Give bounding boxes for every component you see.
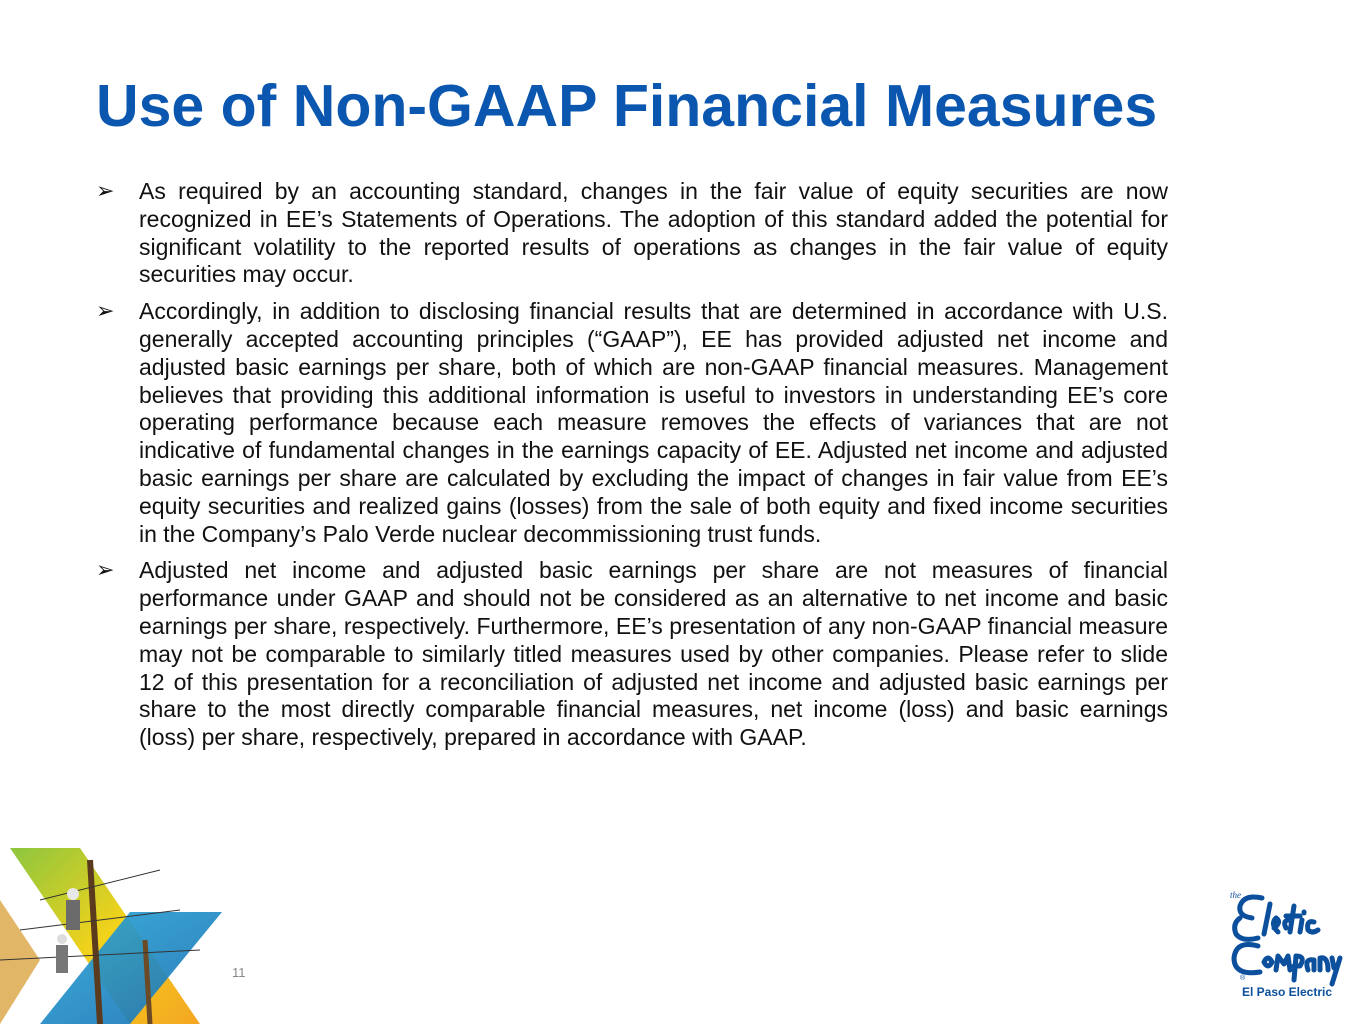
bullet-item <box>96 298 1168 548</box>
bullet-text: Accordingly, in addition to disclosing financial results that are determined in accordance with U.S. generally accepted accounting principles (“GAAP”), EE has provided adjusted net income and adjusted basic earnings per share, both of which are non-GAAP financial measures. Management believes that providing this additional information is useful to investors in understanding EE’s core operating performance because each measure removes the effects of variances that are not indicative of fundamental changes in the earnings capacity of EE. Adjusted net income and adjusted basic earnings per share are calculated by excluding the impact of changes in fair value from EE’s equity securities and realized gains (losses) from the sale of both equity and fixed income securities in the Company’s Palo Verde nuclear decommissioning trust funds. <box>139 298 1168 547</box>
page-number: 11 <box>232 965 246 980</box>
slide-title: Use of Non-GAAP Financial Measures <box>96 73 1158 139</box>
arrow-bullet-icon: ➢ <box>96 299 115 325</box>
svg-text:the: the <box>1230 890 1241 900</box>
power-line-worker-graphic <box>0 840 230 1024</box>
bullet-text: Adjusted net income and adjusted basic earnings per share are not measures of financial performance under GAAP and should not be considered as an alternative to net income and basic earnings per share, respectively. Furthermore, EE’s presentation of any non-GAAP financial measure may not be comparable to similarly titled measures used by other companies. Please refer to slide 12 of this presentation for a reconciliation of adjusted net income and adjusted basic earnings per share to the most directly comparable financial measures, net income (loss) and basic earnings (loss) per share, respectively, prepared in accordance with GAAP. <box>139 557 1168 751</box>
svg-text:®: ® <box>1240 975 1246 982</box>
bullet-text: As required by an accounting standard, changes in the fair value of equity securities are now recognized in EE’s Statements of Operations. The adoption of this standard added the potential for significant volatility to the reported results of operations as changes in the fair value of equity securities may occur. <box>139 178 1168 288</box>
bullet-item <box>96 557 1168 752</box>
bullet-list <box>96 178 1168 761</box>
bullet-item <box>96 178 1168 289</box>
arrow-bullet-icon: ➢ <box>96 558 115 584</box>
logo-tagline: El Paso Electric <box>1241 985 1333 999</box>
arrow-bullet-icon: ➢ <box>96 179 115 204</box>
